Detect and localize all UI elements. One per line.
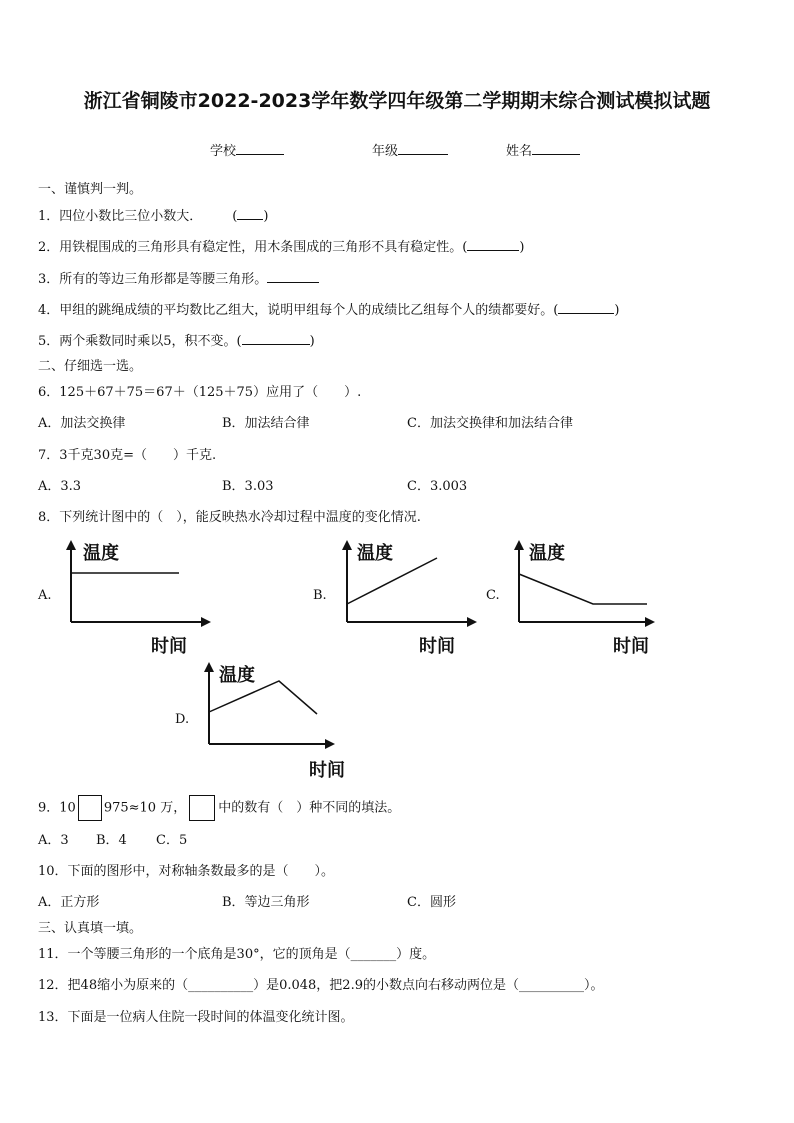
x-axis-label: 时间 (613, 636, 649, 657)
question-6: 6．125＋67＋75＝67＋（125＋75）应用了（ ）. (38, 385, 362, 400)
temperature-line (347, 558, 437, 604)
graph-c-label[interactable]: C. (486, 588, 500, 603)
option-a[interactable]: A．3 (38, 833, 69, 848)
y-axis-label: 温度 (529, 543, 565, 564)
question-11: 11．一个等腰三角形的一个底角是30°，它的顶角是（_______）度。 (38, 947, 436, 962)
graph-d-label[interactable]: D. (175, 712, 190, 727)
graph-d[interactable] (193, 660, 353, 782)
graph-a[interactable] (55, 538, 215, 658)
section-heading: 一、谨慎判一判。 (38, 182, 143, 197)
page-title: 浙江省铜陵市2022-2023学年数学四年级第二学期期末综合测试模拟试题 (83, 90, 711, 112)
option-b[interactable]: B．等边三角形 (222, 895, 310, 910)
x-axis-label: 时间 (151, 636, 187, 657)
question-4: 4．甲组的跳绳成绩的平均数比乙组大，说明甲组每个人的成绩比乙组每个人的绩都要好。( ) (38, 303, 620, 318)
option-c[interactable]: C．5 (156, 833, 188, 848)
y-axis-label: 温度 (357, 543, 393, 564)
question-1: 1．四位小数比三位小数大． ( ) (38, 209, 269, 224)
option-b[interactable]: B．3.03 (222, 479, 274, 494)
graph-b[interactable] (331, 538, 491, 658)
option-c[interactable]: C．加法交换律和加法结合律 (407, 416, 573, 431)
x-axis-label: 时间 (309, 760, 345, 781)
graph-a-label[interactable]: A. (38, 588, 52, 603)
question-2: 2．用铁棍围成的三角形具有稳定性，用木条围成的三角形不具有稳定性。( ) (38, 240, 525, 255)
question-13: 13．下面是一位病人住院一段时间的体温变化统计图。 (38, 1010, 354, 1025)
y-axis-label: 温度 (83, 543, 119, 564)
temperature-line (519, 574, 647, 604)
option-a[interactable]: A．正方形 (38, 895, 100, 910)
question-8: 8．下列统计图中的（ ），能反映热水冷却过程中温度的变化情况. (38, 510, 421, 525)
x-axis-label: 时间 (419, 636, 455, 657)
question-12: 12．把48缩小为原来的（__________）是0.048，把2.9的小数点向右移动两位是（__________）。 (38, 978, 604, 993)
grade-field[interactable]: 年级 (372, 140, 448, 159)
answer-box[interactable] (189, 795, 215, 821)
question-5: 5．两个乘数同时乘以5，积不变。( ) (38, 334, 315, 349)
option-a[interactable]: A．加法交换律 (38, 416, 126, 431)
school-field[interactable]: 学校 (210, 140, 284, 159)
option-b[interactable]: B．加法结合律 (222, 416, 310, 431)
y-axis-label: 温度 (219, 665, 255, 686)
option-c[interactable]: C．3.003 (407, 479, 468, 494)
question-7: 7．3千克30克=（ ）千克. (38, 448, 217, 463)
name-field[interactable]: 姓名 (506, 140, 580, 159)
graph-c[interactable] (503, 538, 663, 658)
option-c[interactable]: C．圆形 (407, 895, 456, 910)
option-a[interactable]: A．3.3 (38, 479, 82, 494)
question-10: 10．下面的图形中，对称轴条数最多的是（ ）。 (38, 864, 335, 879)
option-b[interactable]: B．4 (96, 833, 127, 848)
section-heading: 三、认真填一填。 (38, 921, 143, 936)
section-heading: 二、仔细选一选。 (38, 359, 143, 374)
question-3: 3．所有的等边三角形都是等腰三角形。 (38, 270, 319, 289)
question-9: 9．10 975≈10 万， 中的数有（ ）种不同的填法。 (38, 795, 400, 821)
answer-box[interactable] (78, 795, 102, 821)
graph-b-label[interactable]: B. (313, 588, 327, 603)
